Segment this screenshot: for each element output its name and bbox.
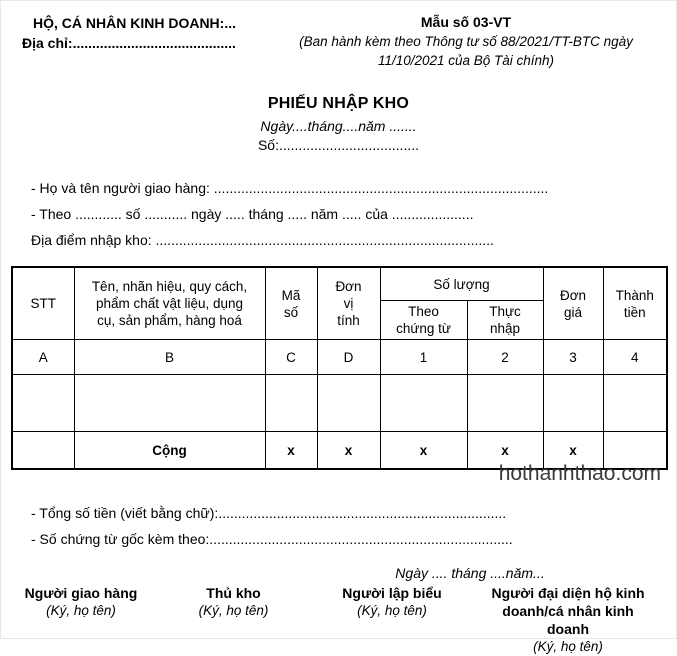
form-header [1, 1, 676, 70]
attached-docs-line: - Số chứng từ gốc kèm theo:.............................................................................. [31, 531, 513, 547]
watermark: hothanhthao.com [498, 462, 661, 485]
info-line-location: Địa điểm nhập kho: ....................................................................................... [31, 232, 494, 248]
index-cell: B [74, 340, 265, 375]
signature-block-storekeeper [161, 584, 306, 656]
address-line: Địa chỉ:.......................................... [22, 35, 236, 51]
form-title: PHIẾU NHẬP KHO [267, 95, 410, 112]
index-cell: 2 [467, 340, 543, 375]
form-number-block [262, 13, 670, 70]
empty-cell [265, 375, 317, 432]
empty-cell [467, 375, 543, 432]
col-header-quantity-group: Số lượng [380, 267, 543, 301]
total-x-cell: x [467, 432, 543, 470]
info-line-deliverer: - Họ và tên người giao hàng: ...................................................................................... [31, 180, 549, 196]
col-header-amount: Thành tiền [603, 267, 667, 340]
signature-title: Người lập biểu [342, 585, 442, 601]
business-info-block [22, 13, 258, 70]
index-cell: 4 [603, 340, 667, 375]
empty-cell [12, 375, 74, 432]
total-x-cell: x [317, 432, 380, 470]
summary-section [31, 500, 676, 552]
business-name-line: HỘ, CÁ NHÂN KINH DOANH:... [33, 15, 236, 31]
signature-block-deliverer [1, 584, 161, 656]
empty-cell [380, 375, 467, 432]
empty-cell [12, 432, 74, 470]
issuance-note: (Ban hành kèm theo Thông tư số 88/2021/TT-BTC ngày 11/10/2021 của Bộ Tài chính) [299, 34, 633, 68]
index-cell: 3 [543, 340, 603, 375]
signature-note: (Ký, họ tên) [357, 603, 427, 618]
col-header-unit-price: Đơn giá [543, 267, 603, 340]
total-label: Cộng [74, 432, 265, 470]
signature-title: Người đại diện hộ kinh doanh/cá nhân kinh doanh [491, 585, 645, 637]
col-header-unit: Đơn vị tính [317, 267, 380, 340]
empty-item-row [12, 375, 667, 432]
index-cell: 1 [380, 340, 467, 375]
col-header-name: Tên, nhãn hiệu, quy cách, phẩm chất vật liệu, dụng cụ, sản phẩm, hàng hoá [74, 267, 265, 340]
signature-note: (Ký, họ tên) [198, 603, 269, 618]
title-block [1, 95, 676, 154]
empty-cell [603, 375, 667, 432]
empty-cell [74, 375, 265, 432]
form-number: Mẫu số 03-VT [420, 14, 512, 30]
index-cell: D [317, 340, 380, 375]
signature-block-representative [478, 584, 658, 656]
table-header-row [12, 267, 667, 301]
signature-title: Người giao hàng [24, 585, 138, 601]
index-cell: C [265, 340, 317, 375]
signature-note: (Ký, họ tên) [46, 603, 116, 618]
signature-note: (Ký, họ tên) [533, 639, 603, 654]
total-x-cell: x [265, 432, 317, 470]
col-header-qty-per-doc: Theo chứng từ [380, 301, 467, 340]
empty-cell [317, 375, 380, 432]
title-date-line: Ngày....tháng....năm ....... [260, 118, 417, 134]
empty-cell [543, 375, 603, 432]
footer-date-line: Ngày .... tháng ....năm... [395, 565, 545, 581]
col-header-qty-actual: Thực nhập [467, 301, 543, 340]
signature-section [1, 584, 676, 656]
col-header-code: Mã số [265, 267, 317, 340]
total-in-words-line: - Tổng số tiền (viết bằng chữ):.......................................................................... [31, 505, 507, 521]
info-section [31, 175, 676, 253]
items-table [11, 266, 668, 470]
total-x-cell: x [380, 432, 467, 470]
signature-block-preparer [306, 584, 478, 656]
total-x-cell: x [543, 432, 603, 470]
index-cell: A [12, 340, 74, 375]
signature-title: Thủ kho [206, 585, 261, 601]
col-header-stt: STT [12, 267, 74, 340]
title-number-line: Số:.................................... [257, 137, 420, 153]
info-line-reference: - Theo ............ số ........... ngày ..... tháng ..... năm ..... của ..................... [31, 206, 474, 222]
column-index-row [12, 340, 667, 375]
